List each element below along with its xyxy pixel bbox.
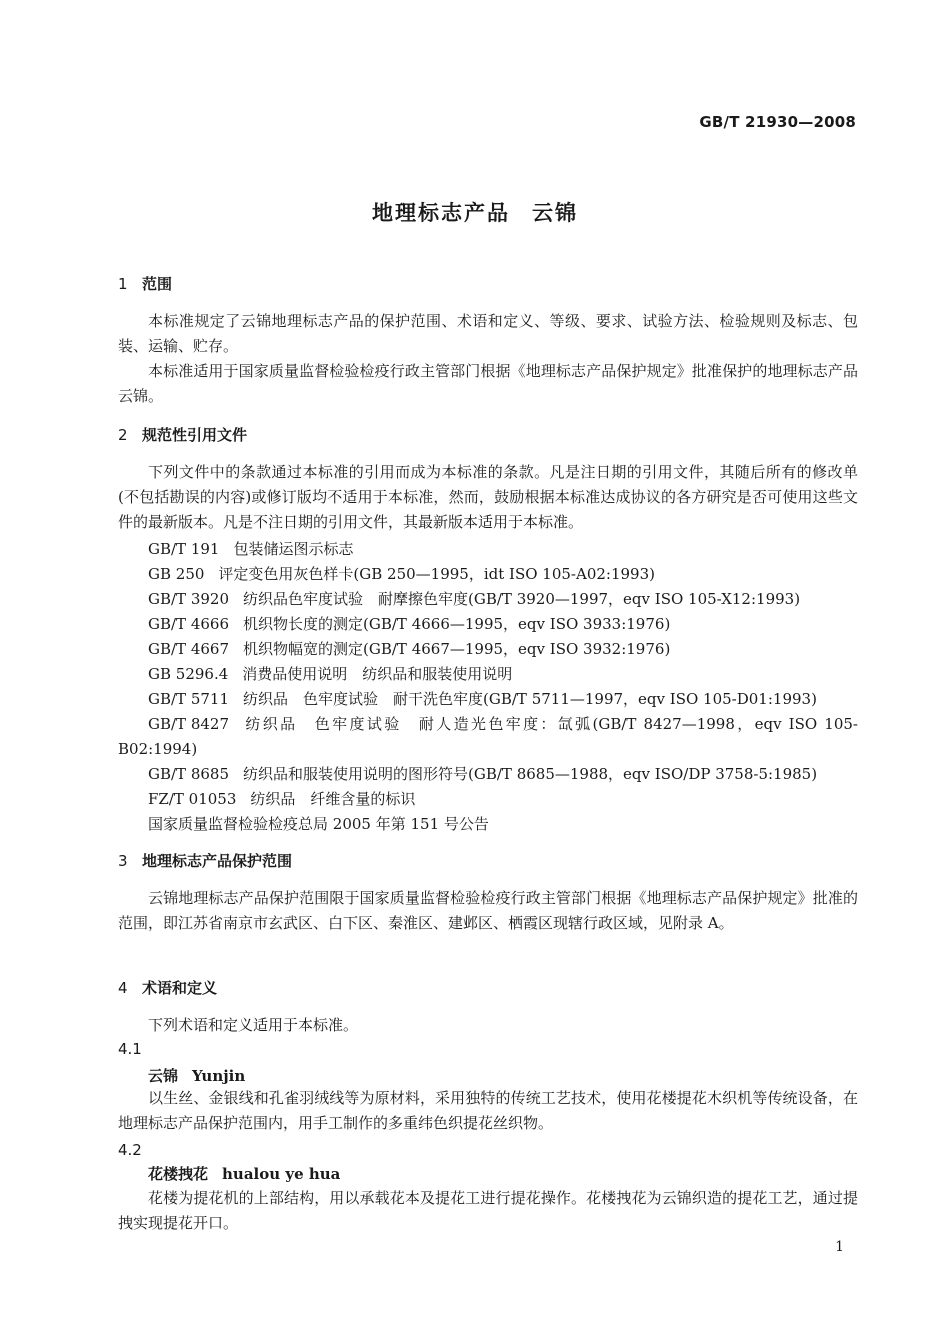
standard-code: GB/T 21930—2008 [699, 113, 856, 131]
page-number: 1 [835, 1239, 844, 1255]
document-title [0, 197, 950, 227]
reference-list [118, 537, 858, 837]
term-definition: 花楼为提花机的上部结构，用以承载花本及提花工进行提花操作。花楼拽花为云锦织造的提花工艺，通过提拽实现提花开口。 [118, 1189, 858, 1232]
term-name: 云锦 Yunjin [148, 1067, 246, 1085]
reference-item: GB 5296.4 消费品使用说明 纺织品和服装使用说明 [148, 665, 513, 683]
reference-item: FZ/T 01053 纺织品 纤维含量的标识 [148, 790, 416, 808]
reference-item: GB/T 8427 纺织品 色牢度试验 耐人造光色牢度：氙弧(GB/T 8427—1998，eqv ISO 105-B02:1994) [118, 715, 858, 758]
section-terms-heading: 4 术语和定义 [118, 979, 218, 997]
reference-item: GB/T 5711 纺织品 色牢度试验 耐干洗色牢度(GB/T 5711—1997，eqv ISO 105-D01:1993) [148, 690, 817, 708]
title-main: 地理标志产品 [372, 201, 510, 225]
reference-item: GB 250 评定变色用灰色样卡(GB 250—1995，idt ISO 105-A02:1993) [148, 565, 655, 583]
protection-paragraph: 云锦地理标志产品保护范围限于国家质量监督检验检疫行政主管部门根据《地理标志产品保护规定》批准的范围，即江苏省南京市玄武区、白下区、秦淮区、建邺区、栖霞区现辖行政区域，见附录 A。 [118, 889, 858, 932]
section-scope-heading: 1 范围 [118, 275, 173, 293]
scope-paragraph-2: 本标准适用于国家质量监督检验检疫行政主管部门根据《地理标志产品保护规定》批准保护的地理标志产品云锦。 [118, 362, 858, 405]
section-protection-heading: 3 地理标志产品保护范围 [118, 852, 293, 870]
terms-intro: 下列术语和定义适用于本标准。 [148, 1016, 359, 1034]
section-references-heading: 2 规范性引用文件 [118, 426, 248, 444]
term-name: 花楼拽花 hualou ye hua [148, 1165, 341, 1183]
term-definition: 以生丝、金银线和孔雀羽绒线等为原材料，采用独特的传统工艺技术，使用花楼提花木织机等传统设备，在地理标志产品保护范围内，用手工制作的多重纬色织提花丝织物。 [118, 1089, 858, 1132]
reference-item: 国家质量监督检验检疫总局 2005 年第 151 号公告 [148, 815, 489, 833]
reference-item: GB/T 8685 纺织品和服装使用说明的图形符号(GB/T 8685—1988，eqv ISO/DP 3758-5:1985) [148, 765, 818, 783]
reference-item: GB/T 4667 机织物幅宽的测定(GB/T 4667—1995，eqv ISO 3932:1976) [148, 640, 671, 658]
scope-paragraph-1: 本标准规定了云锦地理标志产品的保护范围、术语和定义、等级、要求、试验方法、检验规则及标志、包装、运输、贮存。 [118, 312, 858, 355]
term-number: 4.1 [118, 1040, 142, 1058]
reference-item: GB/T 4666 机织物长度的测定(GB/T 4666—1995，eqv ISO 3933:1976) [148, 615, 671, 633]
references-intro: 下列文件中的条款通过本标准的引用而成为本标准的条款。凡是注日期的引用文件，其随后所有的修改单(不包括勘误的内容)或修订版均不适用于本标准，然而，鼓励根据本标准达成协议的各方研究是否可使用这些文件的最新版本。凡是不注日期的引用文件，其最新版本适用于本标准。 [118, 463, 858, 531]
reference-item: GB/T 191 包装储运图示标志 [148, 540, 354, 558]
reference-item: GB/T 3920 纺织品色牢度试验 耐摩擦色牢度(GB/T 3920—1997，eqv ISO 105-X12:1993) [148, 590, 801, 608]
title-sub: 云锦 [532, 201, 578, 225]
term-number: 4.2 [118, 1141, 142, 1159]
